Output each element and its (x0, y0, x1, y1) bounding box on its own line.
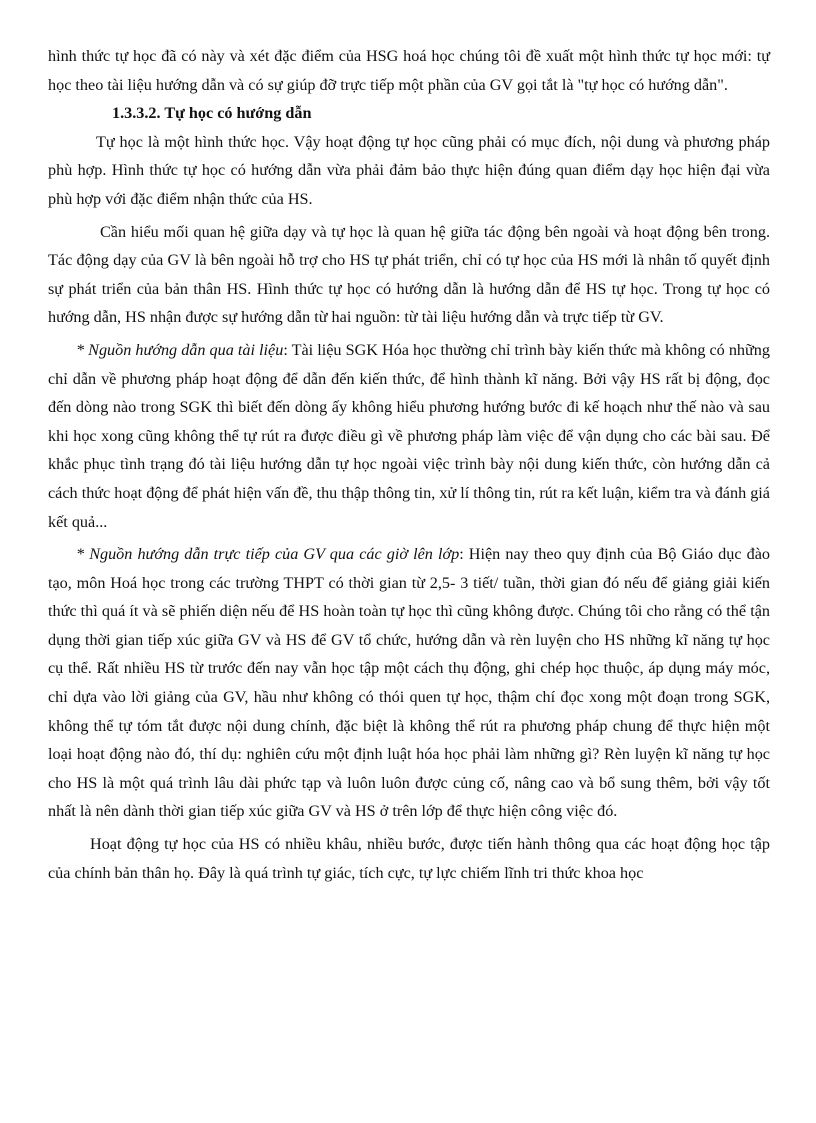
section-heading: 1.3.3.2. Tự học có hướng dẫn (112, 104, 312, 123)
paragraph-guidance-from-teacher (48, 540, 770, 826)
guidance-materials-lead: * Nguồn hướng dẫn qua tài liệu (76, 340, 284, 359)
paragraph-self-study-activities: Hoạt động tự học của HS có nhiều khâu, nhiều bước, được tiến hành thông qua các hoạt động học tập của chính bản thân họ. Đây là quá trình tự giác, tích cực, tự lực chiếm lĩnh tri thức khoa học (48, 835, 770, 882)
paragraph-self-study-definition: Tự học là một hình thức học. Vậy hoạt động tự học cũng phải có mục đích, nội dung và phương pháp phù hợp. Hình thức tự học có hướng dẫn vừa phải đảm bảo thực hiện đúng quan điểm dạy học hiện đại vừa phù hợp với đặc điểm nhận thức của HS. (48, 132, 770, 208)
paragraph-intro-continuation: hình thức tự học đã có này và xét đặc điểm của HSG hoá học chúng tôi đề xuất một hình thức tự học mới: tự học theo tài liệu hướng dẫn và có sự giúp đỡ trực tiếp một phần của GV gọi tắt là "tự học có hướng dẫn". (48, 47, 770, 94)
document-page (48, 42, 770, 887)
guidance-teacher-body: : Hiện nay theo quy định của Bộ Giáo dục đào tạo, môn Hoá học trong các trường THPT có thời gian từ 2,5- 3 tiết/ tuần, thời gian đó nếu để giảng giải kiến thức thì quá ít và sẽ phiến diện nếu để HS hoàn toàn tự học thì cũng không được. Chúng tôi cho rằng có thể tận dụng thời gian tiếp xúc giữa GV và HS để GV tổ chức, hướng dẫn và rèn luyện cho HS những kĩ năng tự học cụ thể. Rất nhiều HS từ trước đến nay vẫn học tập một cách thụ động, ghi chép học thuộc, áp dụng máy móc, chỉ dựa vào lời giảng của GV, hầu như không có thói quen tự học, thậm chí đọc xong một đoạn trong SGK, không thể tự tóm tắt được nội dung chính, đặc biệt là không thể rút ra phương pháp chung để thực hiện một loại hoạt động nào đó, thí dụ: nghiên cứu một định luật hóa học phải làm những gì? Rèn luyện kĩ năng tự học cho HS là một quá trình lâu dài phức tạp và luôn luôn được củng cố, nâng cao và bổ sung thêm, bởi vậy tốt nhất là nên dành thời gian tiếp xúc giữa GV và HS ở trên lớp để thực hiện công việc đó. (48, 545, 770, 821)
paragraph-guidance-from-materials (48, 336, 770, 536)
guidance-materials-body: : Tài liệu SGK Hóa học thường chỉ trình bày kiến thức mà không có những chỉ dẫn về phương pháp hoạt động để dẫn đến kiến thức, để hình thành kĩ năng. Bởi vậy HS rất bị động, đọc đến dòng nào trong SGK thì biết đến dòng ấy không hiểu phương hướng bước đi kế hoạch như thế nào và sau khi học xong cũng không thể tự rút ra được điều gì về phương pháp làm việc để vận dụng cho các bài sau. Để khắc phục tình trạng đó tài liệu hướng dẫn tự học ngoài việc trình bày nội dung kiến thức, còn hướng dẫn cả cách thức hoạt động để phát hiện vấn đề, thu thập thông tin, xử lí thông tin, rút ra kết luận, kiểm tra và đánh giá kết quả... (48, 340, 770, 531)
guidance-teacher-lead: * Nguồn hướng dẫn trực tiếp của GV qua các giờ lên lớp (76, 545, 460, 564)
paragraph-teaching-relationship: Cần hiểu mối quan hệ giữa dạy và tự học là quan hệ giữa tác động bên ngoài và hoạt động bên trong. Tác động dạy của GV là bên ngoài hỗ trợ cho HS tự phát triển, chỉ có tự học của HS mới là nhân tố quyết định sự phát triển của bản thân HS. Hình thức tự học có hướng dẫn là hướng dẫn để HS tự học. Trong tự học có hướng dẫn, HS nhận được sự hướng dẫn từ hai nguồn: từ tài liệu hướng dẫn và trực tiếp từ GV. (48, 222, 770, 327)
